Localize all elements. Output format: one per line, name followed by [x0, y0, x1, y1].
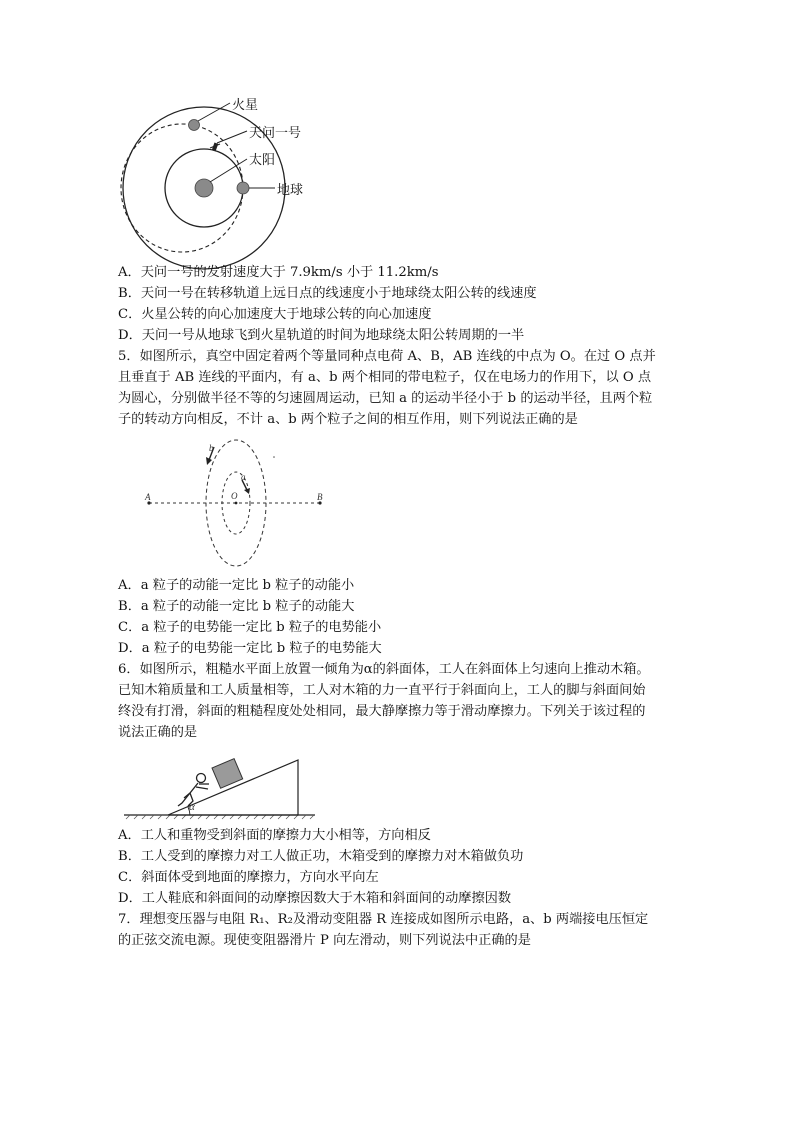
earth-label: 地球 [277, 183, 304, 198]
label-a: a [241, 472, 246, 482]
q6-option-d: D．工人鞋底和斜面间的动摩擦因数大于木箱和斜面间的动摩擦因数 [118, 891, 512, 906]
q5-option-d: D．a 粒子的电势能一定比 b 粒子的电势能大 [118, 641, 382, 656]
q4-option-c: C．火星公转的向心加速度大于地球公转的向心加速度 [118, 307, 432, 322]
alpha-label: α [189, 801, 195, 813]
q6-stem-line-1: 6．如图所示，粗糙水平面上放置一倾角为α的斜面体，工人在斜面体上匀速向上推动木箱。 [118, 662, 650, 677]
q6-stem-line-2: 已知木箱质量和工人质量相等，工人对木箱的力一直平行于斜面向上，工人的脚与斜面间始 [118, 683, 646, 698]
q7-stem-line-2: 的正弦交流电源。现使变阻器滑片 P 向左滑动，则下列说法中正确的是 [118, 933, 531, 948]
q5-option-b: B．a 粒子的动能一定比 b 粒子的动能大 [118, 599, 355, 614]
q6-option-c: C．斜面体受到地面的摩擦力，方向水平向左 [118, 870, 379, 885]
q4-option-a: A．天问一号的发射速度大于 7.9km/s 小于 11.2km/s [118, 265, 439, 280]
label-B: B [317, 492, 323, 502]
q6-stem-line-3: 终没有打滑，斜面的粗糙程度处处相同，最大静摩擦力等于滑动摩擦力。下列关于该过程的 [118, 704, 646, 719]
q5-stem-line-2: 且垂直于 AB 连线的平面内，有 a、b 两个相同的带电粒子，仅在电场力的作用下，以 O 点 [118, 370, 652, 385]
q5-stem-line-1: 5．如图所示，真空中固定着两个等量同种点电荷 A、B，AB 连线的中点为 O。在过 O 点并 [118, 349, 656, 364]
label-O: O [231, 491, 238, 501]
wooden-box-icon [212, 759, 243, 789]
q5-stem-line-3: 为圆心，分别做半径不等的匀速圆周运动，已知 a 的运动半径小于 b 的运动半径，且两个粒 [118, 391, 653, 406]
q4-option-d: D．天问一号从地球飞到火星轨道的时间为地球绕太阳公转周期的一半 [118, 328, 525, 343]
q5-stem-line-4: 子的转动方向相反，不计 a、b 两个粒子之间的相互作用，则下列说法正确的是 [118, 412, 578, 427]
q5-option-c: C．a 粒子的电势能一定比 b 粒子的电势能小 [118, 620, 382, 635]
q7-stem-line-1: 7．理想变压器与电阻 R₁、R₂及滑动变阻器 R 连接成如图所示电路，a、b 两端接电压恒定 [118, 912, 649, 927]
probe-label: 天问一号 [249, 126, 302, 141]
mars-label: 火星 [232, 98, 259, 113]
label-A: A [145, 492, 151, 502]
q6-option-b: B．工人受到的摩擦力对工人做正功，木箱受到的摩擦力对木箱做负功 [118, 849, 524, 864]
q4-option-b: B．天问一号在转移轨道上远日点的线速度小于地球绕太阳公转的线速度 [118, 286, 537, 301]
q6-stem-line-4: 说法正确的是 [118, 725, 198, 740]
sun-label: 太阳 [249, 153, 276, 168]
q5-option-a: A．a 粒子的动能一定比 b 粒子的动能小 [118, 578, 355, 593]
q6-option-a: A．工人和重物受到斜面的摩擦力大小相等，方向相反 [118, 828, 431, 843]
label-b: b [209, 443, 214, 453]
